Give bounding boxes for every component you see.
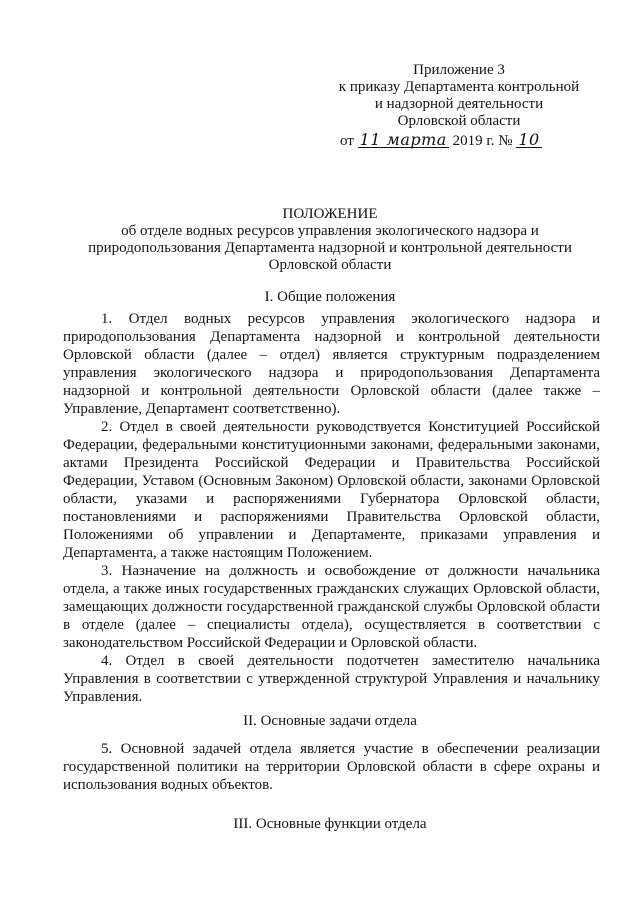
handwritten-date: 11 марта <box>359 130 447 149</box>
paragraph-5: 5. Основной задачей отдела является участие в обеспечении реализации государственной политики на территории Орловской области в сфере охраны и использования водных объектов. <box>63 741 600 793</box>
section-1-body <box>63 310 600 706</box>
title-line-1: об отделе водных ресурсов управления экологического надзора и <box>121 223 539 239</box>
order-date-line <box>340 132 542 150</box>
title-line-2: природопользования Департамента надзорной и контрольной деятельности <box>88 240 572 256</box>
title-heading: ПОЛОЖЕНИЕ <box>282 206 378 222</box>
handwritten-order-number: 10 <box>518 130 540 149</box>
paragraph-3: 3. Назначение на должность и освобождение от должности начальника отдела, а также иных государственных гражданских служащих Орловской области, замещающих должности государственной гражданской службы Орловской области в отделе (далее – специалисты отдела), осуществляется в соответствии с законодательством Российской Федерации и Орловской области. <box>63 563 600 651</box>
paragraph-4: 4. Отдел в своей деятельности подотчетен заместителю начальника Управления в соответствии с утвержденной структурой Управления и начальнику Управления. <box>63 653 600 705</box>
section-heading-3: III. Основные функции отдела <box>233 816 427 832</box>
appendix-number: Приложение 3 <box>413 62 505 78</box>
paragraph-2: 2. Отдел в своей деятельности руководствуется Конституцией Российской Федерации, федеральными конституционными законами, федеральными законами, актами Президента Российской Федерации и Правительства Российской Федерации, Уставом (Основным Законом) Орловской области, законами Орловской области, указами и распоряжениями Губернатора Орловской области, постановлениями и распоряжениями Правительства Орловской области, Положениями об управлении и Департаменте, приказами управления и Департамента, а также настоящим Положением. <box>63 419 600 561</box>
date-prefix: от <box>340 133 354 149</box>
paragraph-1: 1. Отдел водных ресурсов управления экологического надзора и природопользования Департамента надзорной и контрольной деятельности Орловской области (далее – отдел) является структурным подразделением управления экологического надзора и природопользования Департамента надзорной и контрольной деятельности Орловской области (далее также – Управление, Департамент соответственно). <box>63 311 600 417</box>
order-year-number-label: 2019 г. № <box>452 133 513 149</box>
section-heading-1: I. Общие положения <box>264 289 396 305</box>
section-heading-2: II. Основные задачи отдела <box>243 713 417 729</box>
appendix-department: и надзорной деятельности <box>374 96 544 112</box>
title-line-3: Орловской области <box>268 257 392 273</box>
appendix-order-ref: к приказу Департамента контрольной <box>338 79 580 95</box>
section-2-body <box>63 740 600 794</box>
document-title <box>60 206 600 274</box>
appendix-region: Орловской области <box>397 113 521 129</box>
appendix-block <box>318 62 600 130</box>
